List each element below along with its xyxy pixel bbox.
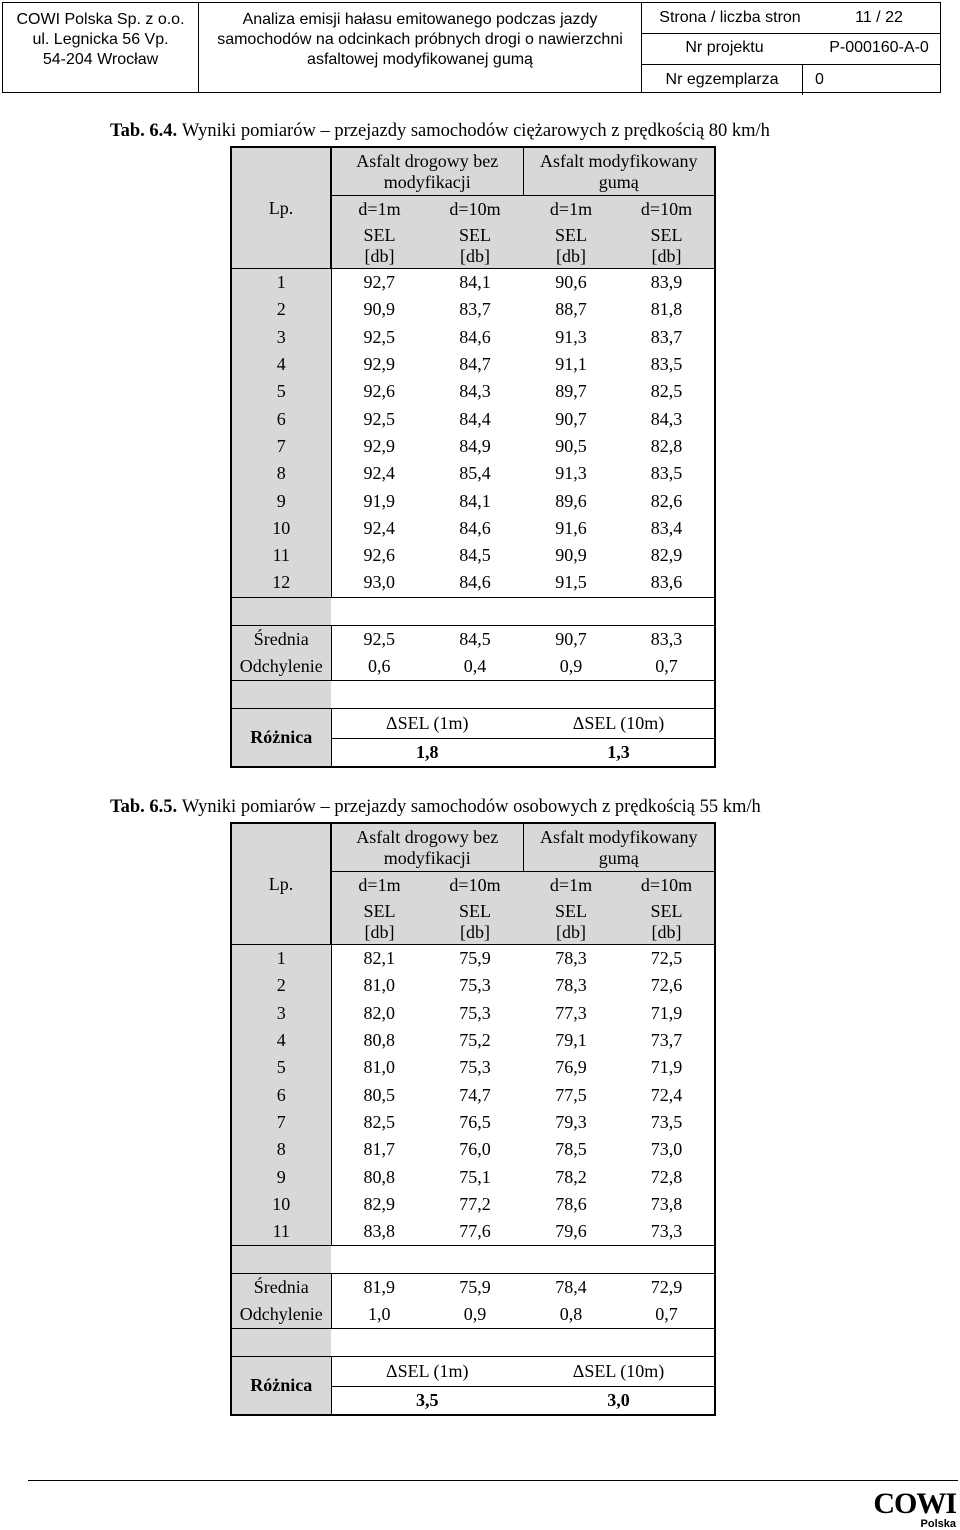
column-group-unmodified: [331, 147, 523, 196]
sel-value: 75,3: [459, 975, 491, 996]
sel-value: 80,8: [363, 1166, 395, 1187]
lp-header: Lp.: [231, 147, 331, 269]
sel-label: SEL: [363, 224, 396, 245]
sel-value: 73,0: [619, 1136, 715, 1163]
table-row: [231, 1191, 715, 1218]
sel-value: 76,0: [459, 1139, 491, 1160]
sel-value: 92,5: [363, 408, 395, 429]
spacer-cell: [331, 1246, 715, 1274]
sel-value: 75,3: [459, 1057, 491, 1078]
table-title: Wyniki pomiarów – przejazdy samochodów ciężarowych z prędkością 80 km/h: [181, 121, 770, 141]
sel-value: 78,5: [555, 1139, 587, 1160]
distance-header: d=10m: [427, 196, 523, 224]
difference-label: Różnica: [231, 708, 331, 767]
sel-value: 77,2: [459, 1193, 491, 1214]
table-row: [231, 378, 715, 405]
sel-value: 91,6: [555, 517, 587, 538]
spacer-cell: [231, 1329, 331, 1357]
std-dev-value: 0,9: [559, 655, 583, 676]
table-row: [231, 324, 715, 351]
sel-value: 83,8: [363, 1221, 395, 1242]
sel-value: 84,5: [459, 545, 491, 566]
sel-value: 84,6: [459, 572, 491, 593]
sel-header: [427, 899, 523, 945]
sel-value: 81,7: [363, 1139, 395, 1160]
spacer-cell: [331, 597, 715, 625]
table-row: [231, 1109, 715, 1136]
table-row: [231, 1218, 715, 1246]
row-number: 7: [231, 1109, 331, 1136]
mean-value: 72,9: [619, 1274, 715, 1302]
footer-divider: [28, 1480, 958, 1481]
table-row: [231, 1163, 715, 1190]
sel-header: [331, 223, 427, 269]
sel-label: SEL: [554, 900, 587, 921]
project-row: [642, 33, 940, 63]
sel-value: 82,6: [619, 487, 715, 514]
sel-value: 77,3: [555, 1002, 587, 1023]
copy-value: 0: [815, 71, 824, 88]
group-line: modyfikacji: [383, 847, 471, 868]
difference-head-10m: ΔSEL (10m): [523, 708, 715, 738]
difference-value-10m: 3,0: [523, 1387, 715, 1416]
mean-value: 90,7: [555, 628, 587, 649]
row-number: 6: [231, 1081, 331, 1108]
sel-value: 91,3: [555, 463, 587, 484]
distance-header: d=10m: [427, 872, 523, 900]
sel-value: 91,5: [555, 572, 587, 593]
row-number: 7: [231, 433, 331, 460]
sel-value: 84,3: [619, 405, 715, 432]
sel-unit: [db]: [460, 245, 490, 266]
group-line: gumą: [598, 847, 639, 868]
table-row: [231, 1027, 715, 1054]
sel-value: 83,7: [459, 299, 491, 320]
sel-header: [523, 223, 619, 269]
sel-value: 73,7: [619, 1027, 715, 1054]
std-dev-value: 0,7: [619, 653, 715, 681]
group-line: Asfalt drogowy bez: [356, 826, 499, 847]
group-line: Asfalt drogowy bez: [356, 150, 499, 171]
table-row: [231, 1136, 715, 1163]
sel-value: 84,1: [459, 490, 491, 511]
results-table: [230, 146, 716, 768]
sel-value: 83,9: [619, 269, 715, 297]
mean-value: 78,4: [555, 1277, 587, 1298]
std-dev-value: 0,6: [368, 655, 391, 676]
mean-label: Średnia: [231, 1274, 331, 1302]
std-dev-label: Odchylenie: [231, 1301, 331, 1329]
sel-value: 83,7: [619, 324, 715, 351]
sel-value: 92,6: [363, 381, 395, 402]
sel-value: 83,4: [619, 515, 715, 542]
sel-value: 78,2: [555, 1166, 587, 1187]
column-group-rubber-modified: [523, 823, 715, 872]
table-row: [231, 542, 715, 569]
row-number: 5: [231, 378, 331, 405]
sel-value: 71,9: [619, 1054, 715, 1081]
row-number: 5: [231, 1054, 331, 1081]
row-number: 8: [231, 460, 331, 487]
table-row: [231, 945, 715, 973]
sel-value: 80,8: [363, 1030, 395, 1051]
sel-value: 91,1: [555, 354, 587, 375]
company-street: ul. Legnicka 56 Vp.: [32, 31, 169, 48]
spacer-cell: [231, 680, 331, 708]
row-number: 8: [231, 1136, 331, 1163]
lp-header: Lp.: [231, 823, 331, 945]
sel-value: 73,5: [619, 1109, 715, 1136]
sel-value: 82,5: [619, 378, 715, 405]
table-row: [231, 569, 715, 597]
sel-value: 82,5: [363, 1111, 395, 1132]
company-logo: [873, 1487, 956, 1530]
row-number: 3: [231, 1000, 331, 1027]
sel-value: 92,7: [363, 272, 395, 293]
sel-value: 80,5: [363, 1084, 395, 1105]
spacer-cell: [331, 1329, 715, 1357]
sel-value: 82,1: [363, 948, 395, 969]
sel-label: SEL: [458, 900, 491, 921]
sel-value: 92,9: [363, 435, 395, 456]
sel-value: 72,5: [619, 945, 715, 973]
sel-unit: [db]: [364, 245, 395, 266]
sel-value: 91,3: [555, 326, 587, 347]
sel-unit: [db]: [651, 245, 682, 266]
table-row: [231, 296, 715, 323]
copy-label: Nr egzemplarza: [642, 65, 803, 95]
sel-value: 78,3: [555, 948, 587, 969]
distance-header: d=1m: [331, 872, 427, 900]
sel-value: 92,6: [363, 545, 395, 566]
row-number: 9: [231, 487, 331, 514]
document-title: [199, 3, 642, 92]
sel-value: 90,7: [555, 408, 587, 429]
row-number: 1: [231, 269, 331, 297]
sel-value: 82,9: [619, 542, 715, 569]
sel-value: 72,6: [619, 972, 715, 999]
sel-value: 84,9: [459, 435, 491, 456]
row-number: 4: [231, 1027, 331, 1054]
row-number: 6: [231, 405, 331, 432]
group-line: Asfalt modyfikowany: [540, 826, 698, 847]
results-table: [230, 822, 716, 1416]
project-value: P-000160-A-0: [829, 39, 929, 56]
mean-label: Średnia: [231, 625, 331, 653]
sel-value: 76,5: [459, 1111, 491, 1132]
page-count-value: 11 / 22: [855, 9, 903, 26]
sel-value: 81,0: [363, 975, 395, 996]
sel-value: 92,5: [363, 326, 395, 347]
sel-label: SEL: [363, 900, 396, 921]
sel-value: 93,0: [363, 572, 395, 593]
sel-value: 75,3: [459, 1002, 491, 1023]
sel-unit: [db]: [651, 921, 682, 942]
sel-label: SEL: [650, 224, 683, 245]
sel-value: 92,4: [363, 517, 395, 538]
sel-value: 82,8: [619, 433, 715, 460]
sel-value: 81,0: [363, 1057, 395, 1078]
sel-value: 84,4: [459, 408, 491, 429]
difference-head-1m: ΔSEL (1m): [331, 1357, 523, 1387]
company-city: 54-204 Wrocław: [42, 51, 159, 68]
row-number: 10: [231, 1191, 331, 1218]
sel-value: 90,6: [555, 272, 587, 293]
sel-header: [427, 223, 523, 269]
row-number: 11: [231, 1218, 331, 1246]
distance-header: d=10m: [619, 872, 715, 900]
row-number: 3: [231, 324, 331, 351]
sel-value: 71,9: [619, 1000, 715, 1027]
sel-value: 73,3: [619, 1218, 715, 1246]
sel-value: 82,9: [363, 1193, 395, 1214]
difference-value-1m: 1,8: [331, 738, 523, 767]
sel-label: SEL: [458, 224, 491, 245]
sel-value: 75,2: [459, 1030, 491, 1051]
column-group-rubber-modified: [523, 147, 715, 196]
sel-label: SEL: [554, 224, 587, 245]
sel-value: 84,1: [459, 272, 491, 293]
distance-header: d=1m: [523, 872, 619, 900]
sel-value: 91,9: [363, 490, 395, 511]
table-caption: [110, 797, 761, 818]
sel-header: [331, 899, 427, 945]
row-number: 9: [231, 1163, 331, 1190]
title-line-2: samochodów na odcinkach próbnych drogi o nawierzchni: [217, 31, 623, 48]
project-label: Nr projektu: [685, 39, 764, 56]
sel-unit: [db]: [460, 921, 490, 942]
std-dev-value: 0,8: [559, 1304, 583, 1325]
sel-value: 77,6: [459, 1221, 491, 1242]
page-count-row: [642, 3, 940, 34]
mean-value: 81,9: [363, 1277, 395, 1298]
table-row: [231, 487, 715, 514]
table-row: [231, 433, 715, 460]
sel-value: 83,5: [619, 351, 715, 378]
sel-value: 90,9: [363, 299, 395, 320]
page-count-label: Strona / liczba stron: [659, 9, 801, 26]
table-row: [231, 515, 715, 542]
sel-value: 81,8: [619, 296, 715, 323]
row-number: 1: [231, 945, 331, 973]
distance-header: d=1m: [523, 196, 619, 224]
std-dev-value: 0,4: [463, 655, 487, 676]
table-caption: [110, 121, 770, 142]
logo-subtitle: Polska: [920, 1518, 956, 1530]
sel-value: 78,3: [555, 975, 587, 996]
sel-value: 72,4: [619, 1081, 715, 1108]
sel-value: 78,6: [555, 1193, 587, 1214]
sel-unit: [db]: [556, 921, 586, 942]
sel-value: 75,1: [459, 1166, 491, 1187]
table-number: Tab. 6.4.: [110, 121, 178, 141]
sel-unit: [db]: [556, 245, 586, 266]
sel-value: 89,7: [555, 381, 587, 402]
difference-value-10m: 1,3: [523, 738, 715, 767]
sel-value: 75,9: [459, 948, 491, 969]
std-dev-value: 1,0: [368, 1304, 391, 1325]
table-row: [231, 1054, 715, 1081]
sel-value: 77,5: [555, 1084, 587, 1105]
sel-value: 90,9: [555, 545, 587, 566]
spacer-cell: [231, 597, 331, 625]
sel-value: 90,5: [555, 435, 587, 456]
table-number: Tab. 6.5.: [110, 797, 178, 817]
sel-value: 72,8: [619, 1163, 715, 1190]
table-row: [231, 405, 715, 432]
spacer-cell: [331, 680, 715, 708]
sel-value: 74,7: [459, 1084, 491, 1105]
column-group-unmodified: [331, 823, 523, 872]
document-header: [2, 2, 941, 93]
distance-header: d=1m: [331, 196, 427, 224]
row-number: 4: [231, 351, 331, 378]
table-row: [231, 351, 715, 378]
sel-value: 76,9: [555, 1057, 587, 1078]
mean-value: 75,9: [459, 1277, 491, 1298]
table-title: Wyniki pomiarów – przejazdy samochodów osobowych z prędkością 55 km/h: [181, 797, 761, 817]
row-number: 11: [231, 542, 331, 569]
sel-value: 83,5: [619, 460, 715, 487]
row-number: 10: [231, 515, 331, 542]
sel-value: 92,9: [363, 354, 395, 375]
std-dev-value: 0,7: [619, 1301, 715, 1329]
sel-value: 84,7: [459, 354, 491, 375]
sel-value: 83,6: [619, 569, 715, 597]
sel-value: 92,4: [363, 463, 395, 484]
spacer-cell: [231, 1246, 331, 1274]
table-row: [231, 460, 715, 487]
sel-value: 84,3: [459, 381, 491, 402]
company-name: COWI Polska Sp. z o.o.: [16, 11, 185, 28]
sel-value: 84,6: [459, 517, 491, 538]
table-row: [231, 1081, 715, 1108]
sel-header: [619, 899, 715, 945]
table-row: [231, 1000, 715, 1027]
sel-value: 79,6: [555, 1221, 587, 1242]
std-dev-label: Odchylenie: [231, 653, 331, 681]
sel-value: 82,0: [363, 1002, 395, 1023]
logo-wordmark: COWI: [873, 1487, 956, 1520]
document-meta: [642, 3, 940, 92]
difference-head-1m: ΔSEL (1m): [331, 708, 523, 738]
std-dev-value: 0,9: [463, 1304, 487, 1325]
row-number: 2: [231, 296, 331, 323]
difference-value-1m: 3,5: [331, 1387, 523, 1416]
distance-header: d=10m: [619, 196, 715, 224]
sel-label: SEL: [650, 900, 683, 921]
sel-value: 73,8: [619, 1191, 715, 1218]
sel-value: 79,3: [555, 1111, 587, 1132]
table-row: [231, 972, 715, 999]
row-number: 12: [231, 569, 331, 597]
title-line-3: asfaltowej modyfikowanej gumą: [307, 51, 533, 68]
difference-label: Różnica: [231, 1357, 331, 1416]
sel-value: 89,6: [555, 490, 587, 511]
group-line: modyfikacji: [383, 171, 471, 192]
mean-value: 83,3: [619, 625, 715, 653]
sel-unit: [db]: [364, 921, 395, 942]
mean-value: 92,5: [363, 628, 395, 649]
copy-row: [642, 64, 940, 95]
sel-value: 84,6: [459, 326, 491, 347]
sel-value: 85,4: [459, 463, 491, 484]
group-line: Asfalt modyfikowany: [540, 150, 698, 171]
sel-header: [523, 899, 619, 945]
sel-value: 88,7: [555, 299, 587, 320]
title-line-1: Analiza emisji hałasu emitowanego podczas jazdy: [242, 11, 598, 28]
difference-head-10m: ΔSEL (10m): [523, 1357, 715, 1387]
company-info: [3, 3, 199, 92]
row-number: 2: [231, 972, 331, 999]
group-line: gumą: [598, 171, 639, 192]
table-row: [231, 269, 715, 297]
sel-value: 79,1: [555, 1030, 587, 1051]
mean-value: 84,5: [459, 628, 491, 649]
sel-header: [619, 223, 715, 269]
